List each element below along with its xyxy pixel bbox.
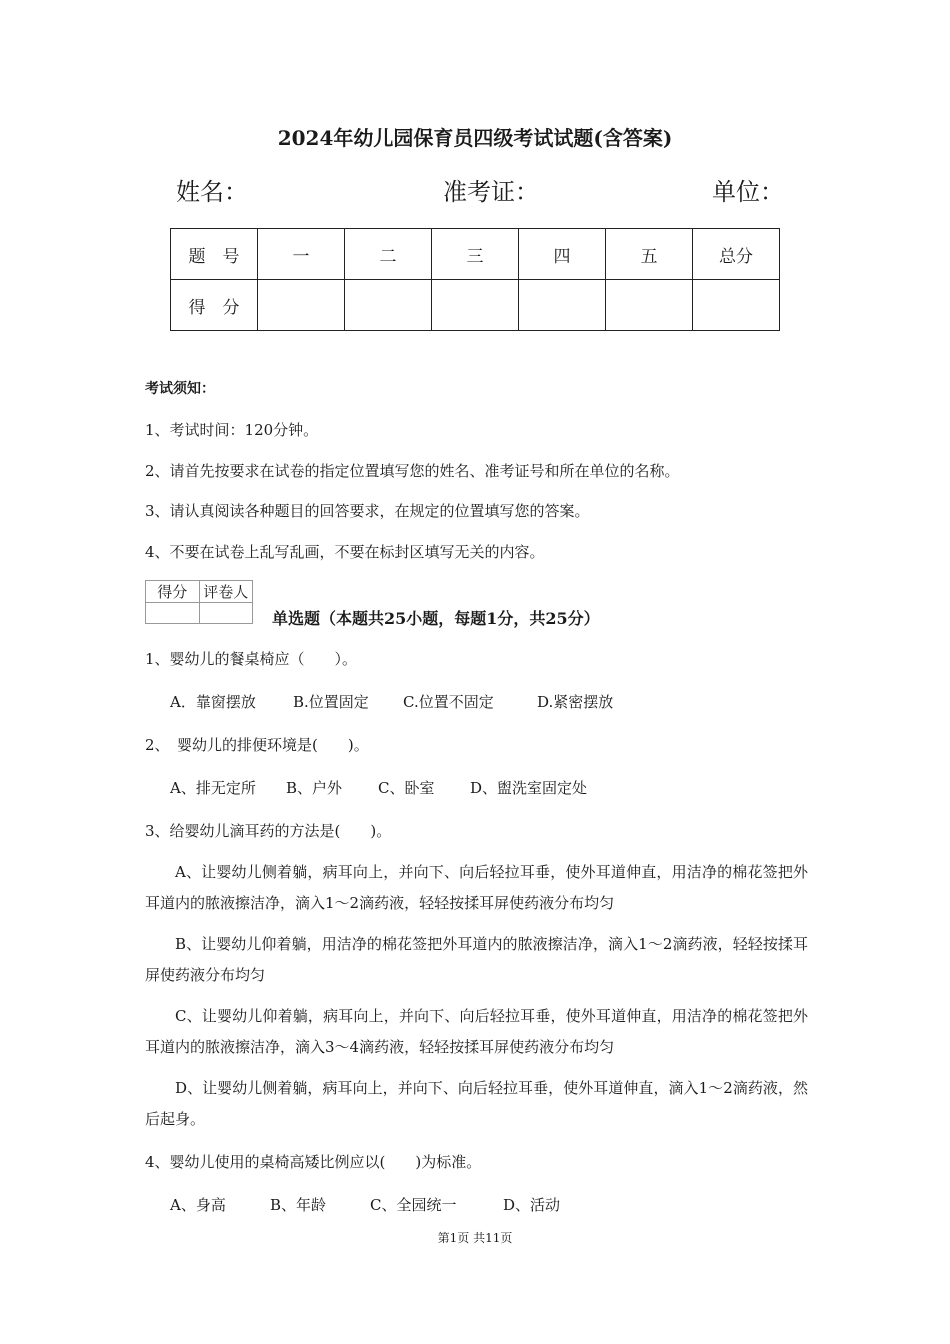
section-title: 单选题（本题共25小题，每题1分，共25分） (272, 609, 600, 628)
score-blank (519, 280, 606, 331)
question-option: C、卧室 (378, 779, 435, 797)
grader-name-label: 评卷人 (199, 581, 253, 603)
score-blank (258, 280, 345, 331)
score-table (170, 228, 780, 331)
question-option: B、户外 (286, 779, 343, 797)
page-title: 2024年幼儿园保育员四级考试试题(含答案) (277, 126, 673, 150)
score-cell: 三 (432, 229, 519, 280)
question-option: D、盥洗室固定处 (470, 779, 588, 797)
question-option: C、让婴幼儿仰着躺，病耳向上，并向下、向后轻拉耳垂，使外耳道伸直，用洁净的棉花签把外耳道内的脓液擦洁净，滴入3～4滴药液，轻轻按揉耳屏使药液分布均匀 (145, 1007, 808, 1056)
page-footer: 第1页 共11页 (437, 1231, 513, 1245)
grader-blank (146, 603, 200, 624)
score-table-score-row (171, 280, 780, 331)
score-blank (345, 280, 432, 331)
grader-table (145, 580, 253, 624)
question-option: A、排无定所 (170, 779, 256, 797)
question-stem: 1、婴幼儿的餐桌椅应（ ）。 (145, 650, 358, 668)
question-option: A．靠窗摆放 (170, 693, 256, 711)
score-cell: 四 (519, 229, 606, 280)
score-blank (432, 280, 519, 331)
question-stem: 4、婴幼儿使用的桌椅高矮比例应以( )为标准。 (145, 1153, 482, 1171)
score-cell: 一 (258, 229, 345, 280)
question-option: B.位置固定 (293, 693, 369, 711)
grader-score-label: 得分 (146, 581, 200, 603)
name-label: 姓名： (176, 178, 248, 206)
question-option: C.位置不固定 (403, 693, 494, 711)
question-option: B、年龄 (270, 1196, 327, 1214)
notice-item: 3、请认真阅读各种题目的回答要求，在规定的位置填写您的答案。 (145, 502, 590, 520)
notice-item: 1、考试时间：120分钟。 (145, 421, 319, 439)
score-blank (693, 280, 780, 331)
unit-label: 单位： (712, 178, 784, 206)
question-option: C、全园统一 (370, 1196, 457, 1214)
score-cell: 总分 (693, 229, 780, 280)
question-stem: 3、给婴幼儿滴耳药的方法是( )。 (145, 822, 392, 840)
question-stem: 2、 婴幼儿的排便环境是( )。 (145, 736, 369, 754)
score-cell: 二 (345, 229, 432, 280)
question-option: D、让婴幼儿侧着躺，病耳向上，并向下、向后轻拉耳垂，使外耳道伸直，滴入1～2滴药液，然后起身。 (145, 1079, 808, 1128)
question-option: D.紧密摆放 (537, 693, 614, 711)
score-cell: 五 (606, 229, 693, 280)
score-blank (606, 280, 693, 331)
notice-heading: 考试须知： (145, 381, 215, 397)
score-row-label: 得 分 (171, 280, 258, 331)
exam-id-label: 准考证： (443, 178, 539, 206)
score-cell: 题 号 (171, 229, 258, 280)
notice-item: 2、请首先按要求在试卷的指定位置填写您的姓名、准考证号和所在单位的名称。 (145, 462, 680, 480)
notice-item: 4、不要在试卷上乱写乱画，不要在标封区填写无关的内容。 (145, 543, 545, 561)
question-option: A、身高 (170, 1196, 226, 1214)
grader-blank (199, 603, 253, 624)
score-table-header-row (171, 229, 780, 280)
question-option: B、让婴幼儿仰着躺，用洁净的棉花签把外耳道内的脓液擦洁净，滴入1～2滴药液，轻轻按揉耳屏使药液分布均匀 (145, 935, 808, 984)
question-option: A、让婴幼儿侧着躺，病耳向上，并向下、向后轻拉耳垂，使外耳道伸直，用洁净的棉花签把外耳道内的脓液擦洁净，滴入1～2滴药液，轻轻按揉耳屏使药液分布均匀 (145, 863, 808, 912)
question-option: D、活动 (503, 1196, 561, 1214)
